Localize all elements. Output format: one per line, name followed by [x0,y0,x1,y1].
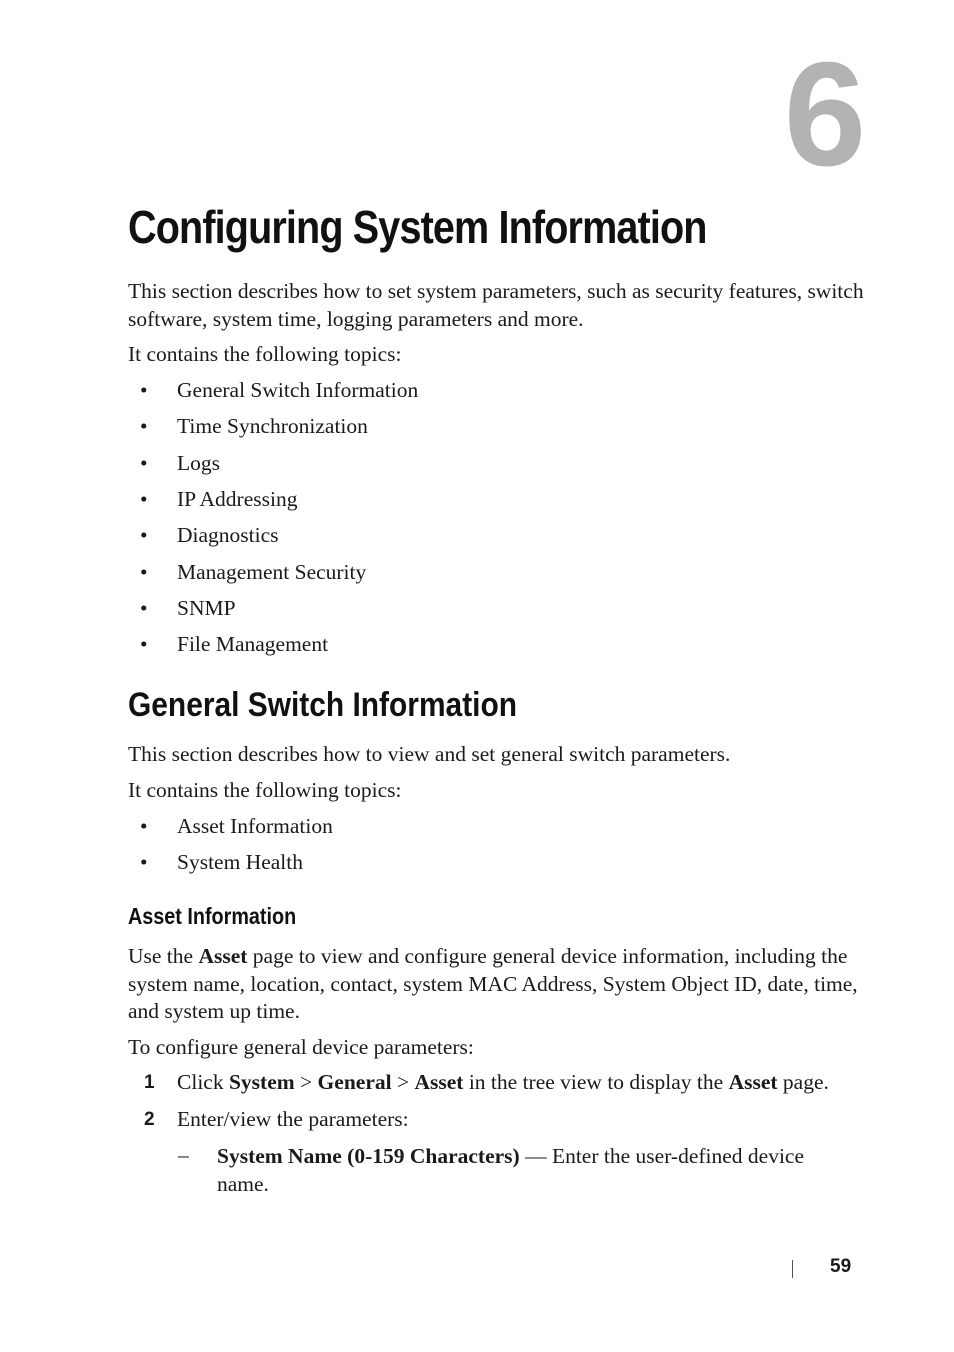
list-item: Time Synchronization [177,414,368,439]
page-number: 59 [830,1256,852,1277]
chapter-number: 6 [783,32,867,197]
general-heading: General Switch Information [128,686,518,724]
param-system-name: System Name (0-159 Characters) — Enter the user-defined device name. [217,1144,805,1196]
bullet-icon: • [140,814,148,838]
intro-paragraph: This section describes how to set system parameters, such as security features, switch software, system time, logging parameters and more. [128,279,864,331]
general-paragraph: This section describes how to view and set general switch parameters. [128,742,731,766]
bullet-icon: • [140,632,148,657]
bullet-icon: • [140,595,148,620]
bullet-icon: • [140,523,148,548]
asset-paragraph: Use the Asset page to view and configure general device information, including the system name, location, contact, system MAC Address, System Object ID, date, time, and system up time. [128,944,858,1023]
bullet-icon: • [140,414,148,439]
list-item: IP Addressing [177,486,298,511]
bullet-icon: • [140,486,148,511]
list-item: Asset Information [177,814,333,838]
asset-bold: Asset [198,944,248,968]
param-dash: – [178,1143,189,1167]
footer-rule [792,1260,793,1278]
bullet-icon: • [140,850,148,875]
list-item: Management Security [177,559,367,584]
list-item: File Management [177,632,329,657]
step-2-text: Enter/view the parameters: [177,1107,409,1131]
step-1-number: 1 [144,1072,155,1093]
list-item: Logs [177,450,220,475]
list-item: System Health [177,850,303,875]
asset-lead: To configure general device parameters: [128,1035,474,1059]
bullet-icon: • [140,559,148,584]
intro-topics-lead: It contains the following topics: [128,342,402,366]
chapter-title: Configuring System Information [128,201,707,253]
general-topics-lead: It contains the following topics: [128,778,402,802]
list-item: General Switch Information [177,378,419,402]
bullet-icon: • [140,378,148,402]
step-2-number: 2 [144,1109,155,1130]
list-item: SNMP [177,595,236,620]
list-item: Diagnostics [177,523,279,548]
step-1-text: Click System > General > Asset in the tree view to display the Asset page. [177,1070,829,1094]
asset-heading: Asset Information [128,903,297,929]
bullet-icon: • [140,450,148,475]
